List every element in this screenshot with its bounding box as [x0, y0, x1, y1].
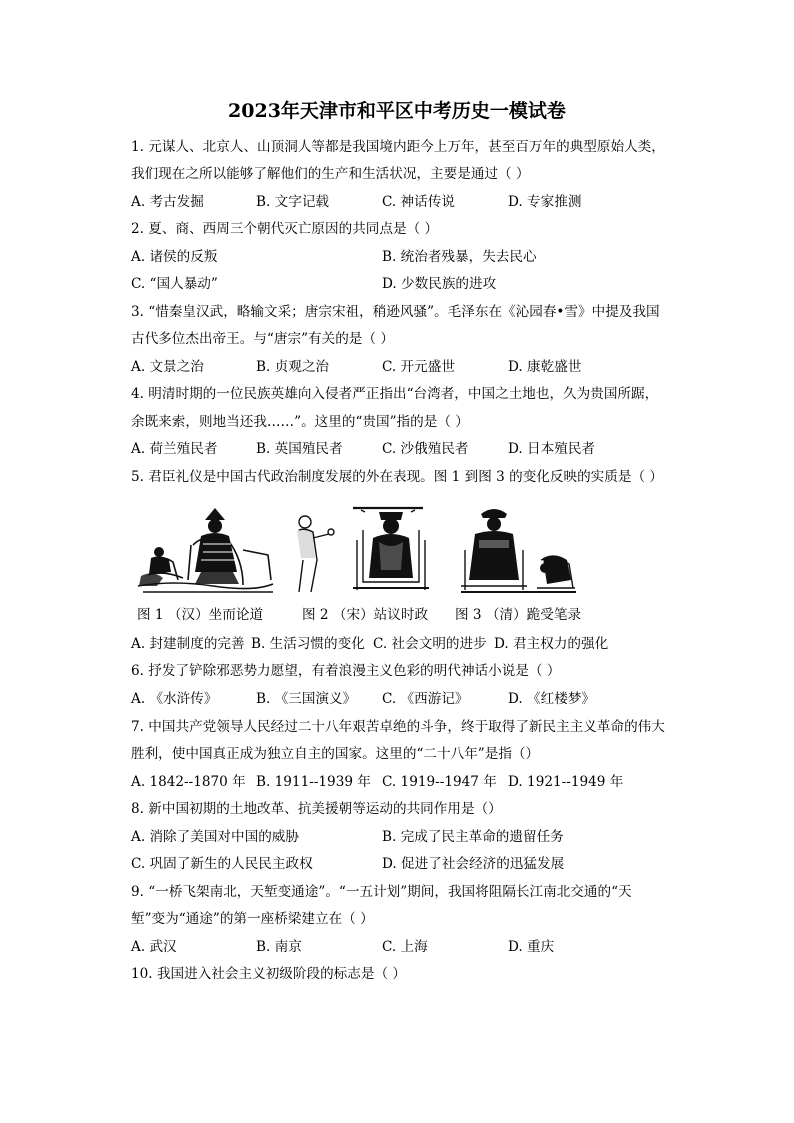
question-9-options	[131, 939, 691, 955]
question-1-option-b[interactable]: B. 文字记载	[256, 194, 330, 210]
question-1-line-1: 1. 元谋人、北京人、山顶洞人等都是我国境内距今上万年，甚至百万年的典型原始人类，	[131, 139, 665, 155]
question-3-line-1: 3. “惜秦皇汉武，略输文采；唐宗宋祖，稍逊风骚”。毛泽东在《沁园春•雪》中提及我国	[131, 304, 660, 320]
question-4-option-c[interactable]: C. 沙俄殖民者	[382, 441, 469, 457]
question-1-options	[131, 194, 691, 210]
figure-2-song-illustration	[283, 500, 433, 600]
question-6-option-b[interactable]: B. 《三国演义》	[256, 691, 357, 707]
question-5-figures	[133, 500, 583, 600]
question-4-option-a[interactable]: A. 荷兰殖民者	[131, 441, 218, 457]
question-8-option-c[interactable]: C. 巩固了新生的人民民主政权	[131, 856, 313, 872]
figure-1-caption: 图 1 （汉）坐而论道	[137, 607, 264, 623]
question-7-option-c[interactable]: C. 1919--1947 年	[382, 774, 497, 790]
question-5-options	[131, 636, 691, 652]
question-2-option-b[interactable]: B. 统治者残暴，失去民心	[382, 249, 537, 265]
question-1-option-a[interactable]: A. 考古发掘	[131, 194, 204, 210]
question-9-option-b[interactable]: B. 南京	[256, 939, 302, 955]
question-4-options	[131, 441, 691, 457]
question-8-line-1: 8. 新中国初期的土地改革、抗美援朝等运动的共同作用是（）	[131, 801, 502, 817]
question-5-option-a[interactable]: A. 封建制度的完善	[131, 636, 245, 652]
question-4-line-2: 余既来索，则地当还我……”。这里的“贵国”指的是（ ）	[131, 414, 469, 430]
question-7-option-d[interactable]: D. 1921--1949 年	[508, 774, 624, 790]
question-3-line-2: 古代多位杰出帝王。与“唐宗”有关的是（ ）	[131, 331, 394, 347]
question-3-option-b[interactable]: B. 贞观之治	[256, 359, 330, 375]
question-9-option-c[interactable]: C. 上海	[382, 939, 428, 955]
question-2-options-row-2	[131, 276, 691, 292]
question-4-option-b[interactable]: B. 英国殖民者	[256, 441, 343, 457]
page-title: 2023年天津市和平区中考历史一模试卷	[228, 100, 566, 122]
question-7-option-a[interactable]: A. 1842--1870 年	[131, 774, 246, 790]
question-8-option-d[interactable]: D. 促进了社会经济的迅猛发展	[382, 856, 565, 872]
question-2-option-a[interactable]: A. 诸侯的反叛	[131, 249, 218, 265]
question-3-option-a[interactable]: A. 文景之治	[131, 359, 204, 375]
question-5-option-c[interactable]: C. 社会文明的进步	[373, 636, 487, 652]
question-9-option-a[interactable]: A. 武汉	[131, 939, 177, 955]
question-9-line-2: 堑”变为“通途”的第一座桥梁建立在（ ）	[131, 911, 374, 927]
figure-1-han-illustration	[133, 500, 278, 600]
question-1-option-d[interactable]: D. 专家推测	[508, 194, 582, 210]
question-7-line-2: 胜利，使中国真正成为独立自主的国家。这里的“二十八年”是指（）	[131, 746, 540, 762]
question-2-line-1: 2. 夏、商、西周三个朝代灭亡原因的共同点是（ ）	[131, 221, 439, 237]
question-6-options	[131, 691, 691, 707]
figure-2-caption: 图 2 （宋）站议时政	[302, 607, 429, 623]
question-3-option-c[interactable]: C. 开元盛世	[382, 359, 455, 375]
question-4-line-1: 4. 明清时期的一位民族英雄向入侵者严正指出“台湾者，中国之土地也，久为贵国所踞，	[131, 386, 659, 402]
question-5-option-b[interactable]: B. 生活习惯的变化	[251, 636, 365, 652]
question-1-line-2: 我们现在之所以能够了解他们的生产和生活状况，主要是通过（ ）	[131, 166, 530, 182]
question-7-line-1: 7. 中国共产党领导人民经过二十八年艰苦卓绝的斗争，终于取得了新民主主义革命的伟大	[131, 719, 665, 735]
question-1-option-c[interactable]: C. 神话传说	[382, 194, 455, 210]
question-2-option-c[interactable]: C. “国人暴动”	[131, 276, 218, 292]
question-7-option-b[interactable]: B. 1911--1939 年	[256, 774, 371, 790]
question-9-line-1: 9. “一桥飞架南北，天堑变通途”。“一五计划”期间，我国将阻隔长江南北交通的“天	[131, 884, 632, 900]
question-9-option-d[interactable]: D. 重庆	[508, 939, 555, 955]
question-2-option-d[interactable]: D. 少数民族的进攻	[382, 276, 497, 292]
question-8-option-b[interactable]: B. 完成了民主革命的遗留任务	[382, 829, 564, 845]
question-3-option-d[interactable]: D. 康乾盛世	[508, 359, 582, 375]
question-8-options-row-1	[131, 829, 691, 845]
question-10-line-1: 10. 我国进入社会主义初级阶段的标志是（ ）	[131, 966, 406, 982]
question-6-option-a[interactable]: A. 《水浒传》	[131, 691, 218, 707]
question-6-option-c[interactable]: C. 《西游记》	[382, 691, 469, 707]
question-8-option-a[interactable]: A. 消除了美国对中国的威胁	[131, 829, 299, 845]
figure-3-qing-illustration	[451, 500, 583, 600]
question-4-option-d[interactable]: D. 日本殖民者	[508, 441, 596, 457]
question-3-options	[131, 359, 691, 375]
question-8-options-row-2	[131, 856, 691, 872]
figure-3-caption: 图 3 （清）跪受笔录	[455, 607, 582, 623]
question-6-line-1: 6. 抒发了铲除邪恶势力愿望，有着浪漫主义色彩的明代神话小说是（ ）	[131, 663, 561, 679]
question-2-options-row-1	[131, 249, 691, 265]
question-5-option-d[interactable]: D. 君主权力的强化	[494, 636, 609, 652]
question-6-option-d[interactable]: D. 《红楼梦》	[508, 691, 596, 707]
question-5-line-1: 5. 君臣礼仪是中国古代政治制度发展的外在表现。图 1 到图 3 的变化反映的实质是（ ）	[131, 469, 663, 485]
question-7-options	[131, 774, 691, 790]
